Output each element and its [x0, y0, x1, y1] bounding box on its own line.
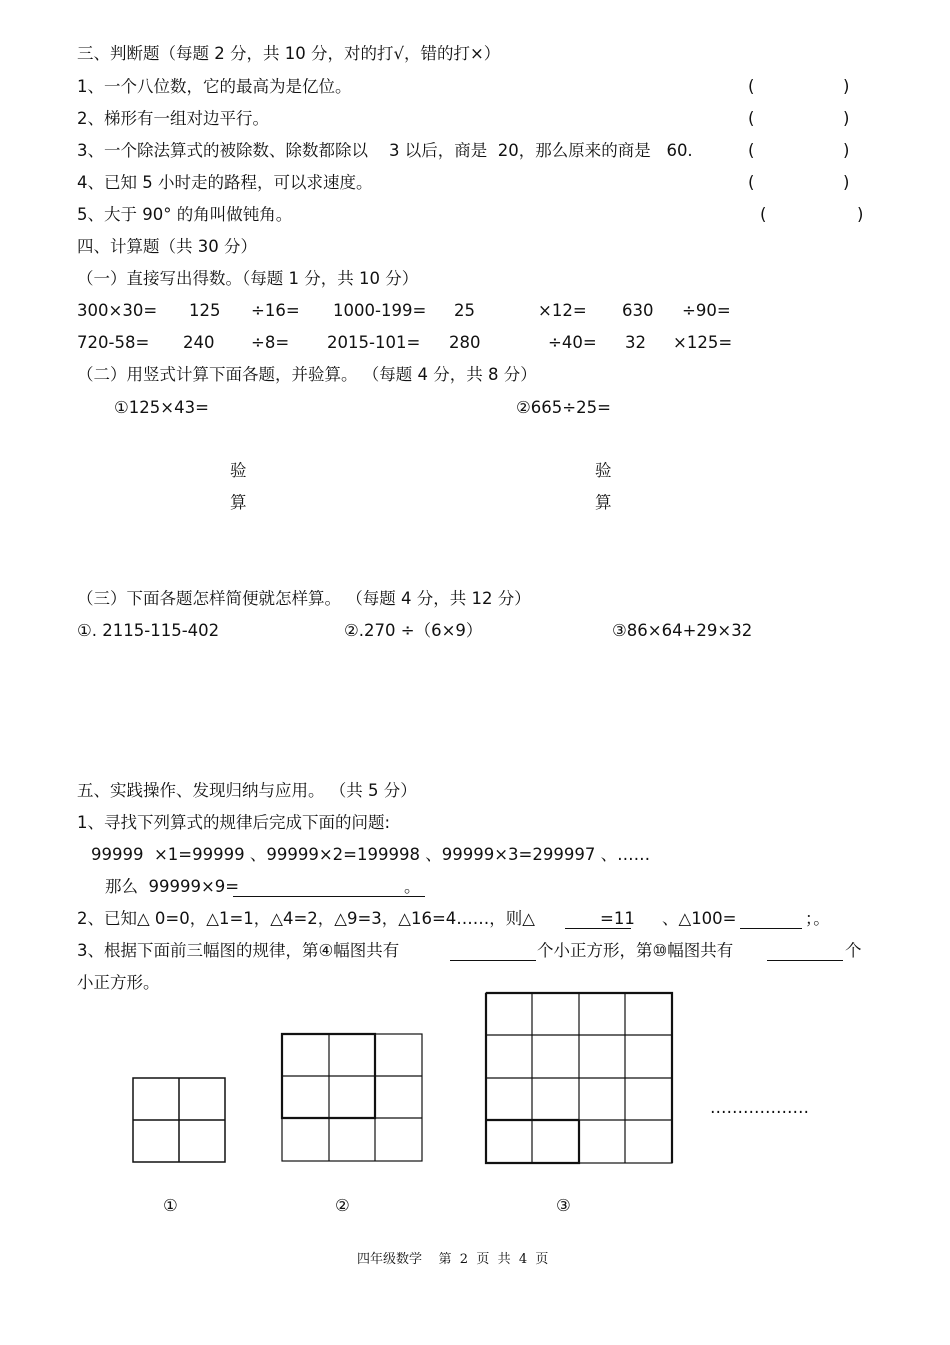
judge-item-3: 3、一个除法算式的被除数、除数都除以 3 以后，商是 20，那么原来的商是 60. — [77, 141, 693, 160]
section3-title: 三、判断题（每题 2 分，共 10 分，对的打√，错的打×） — [77, 44, 501, 63]
answer-paren-open-3: ( — [748, 141, 755, 160]
triangle-question-middle: 、△100= — [662, 909, 737, 928]
calc-r2-c1: 720-58= — [77, 333, 150, 352]
calc-r1-c7: 630 — [622, 301, 654, 320]
section4-title: 四、计算题（共 30 分） — [77, 237, 257, 256]
calc-r2-c2: 240 — [183, 333, 215, 352]
answer-paren-open-2: ( — [748, 109, 755, 128]
pattern-equations: 99999 ×1=99999 、99999×2=199998 、99999×3=299997 、…… — [91, 845, 651, 864]
figure-ellipsis: ……………… — [710, 1098, 809, 1117]
pattern-ask-end: 。 — [404, 877, 421, 896]
part3-title: （三）下面各题怎样简便就怎样算。 （每题 4 分，共 12 分） — [77, 589, 531, 608]
simplify-q2: ②.270 ÷（6×9） — [344, 621, 483, 640]
judge-item-5: 5、大于 90° 的角叫做钝角。 — [77, 205, 293, 224]
triangle-question: 2、已知△ 0=0，△1=1，△4=2，△9=3，△16=4……，则△ — [77, 909, 535, 928]
calc-r2-c7: 32 — [625, 333, 646, 352]
calc-r1-c3: ÷16= — [251, 301, 300, 320]
calc-r2-c4: 2015-101= — [327, 333, 421, 352]
calc-r2-c8: ×125= — [673, 333, 733, 352]
judge-item-2: 2、梯形有一组对边平行。 — [77, 109, 269, 128]
check-label-2-bottom: 算 — [595, 493, 612, 512]
figure-1-grid — [133, 1078, 225, 1162]
calc-r1-c8: ÷90= — [682, 301, 731, 320]
page-footer: 四年级数学 第 2 页 共 4 页 — [357, 1252, 549, 1267]
calc-r1-c4: 1000-199= — [333, 301, 427, 320]
figure-label-1: ① — [163, 1196, 178, 1215]
figure-2-grid — [282, 1034, 422, 1161]
calc-r1-c2: 125 — [189, 301, 221, 320]
check-label-1-top: 验 — [230, 461, 247, 480]
calc-r1-c1: 300×30= — [77, 301, 158, 320]
calc-r1-c6: ×12= — [538, 301, 587, 320]
figure-label-2: ② — [335, 1196, 350, 1215]
figure-label-3: ③ — [556, 1196, 571, 1215]
pattern-question-1: 1、寻找下列算式的规律后完成下面的问题: — [77, 813, 391, 832]
square-question-end: 个 — [845, 941, 862, 960]
calc-r1-c5: 25 — [454, 301, 475, 320]
check-label-2-top: 验 — [595, 461, 612, 480]
calc-r2-c6: ÷40= — [548, 333, 597, 352]
judge-item-1: 1、一个八位数，它的最高为是亿位。 — [77, 77, 352, 96]
answer-paren-open-5: ( — [760, 205, 767, 224]
square-question: 3、根据下面前三幅图的规律，第④幅图共有 — [77, 941, 400, 960]
triangle-question-end: ；。 — [805, 909, 830, 928]
section5-title: 五、实践操作、发现归纳与应用。 （共 5 分） — [77, 781, 417, 800]
answer-paren-close-1: ) — [843, 77, 850, 96]
square-question-middle: 个小正方形，第⑩幅图共有 — [537, 941, 734, 960]
pattern-ask: 那么 99999×9= — [105, 877, 240, 896]
simplify-q1: ①. 2115-115-402 — [77, 621, 220, 640]
vertical-calc-q1: ①125×43= — [114, 398, 209, 417]
answer-paren-close-2: ) — [843, 109, 850, 128]
figure-3-grid — [486, 993, 672, 1163]
calc-r2-c5: 280 — [449, 333, 481, 352]
check-label-1-bottom: 算 — [230, 493, 247, 512]
part1-title: （一）直接写出得数。（每题 1 分，共 10 分） — [77, 269, 419, 288]
answer-paren-open-4: ( — [748, 173, 755, 192]
answer-paren-close-5: ) — [857, 205, 864, 224]
triangle-blank-value: =11 — [600, 909, 635, 928]
answer-paren-open-1: ( — [748, 77, 755, 96]
square-question-line2: 小正方形。 — [77, 973, 160, 992]
part2-title: （二）用竖式计算下面各题，并验算。 （每题 4 分，共 8 分） — [77, 365, 537, 384]
simplify-q3: ③86×64+29×32 — [612, 621, 753, 640]
calc-r2-c3: ÷8= — [251, 333, 290, 352]
vertical-calc-q2: ②665÷25= — [516, 398, 611, 417]
answer-paren-close-3: ) — [843, 141, 850, 160]
judge-item-4: 4、已知 5 小时走的路程，可以求速度。 — [77, 173, 373, 192]
answer-paren-close-4: ) — [843, 173, 850, 192]
